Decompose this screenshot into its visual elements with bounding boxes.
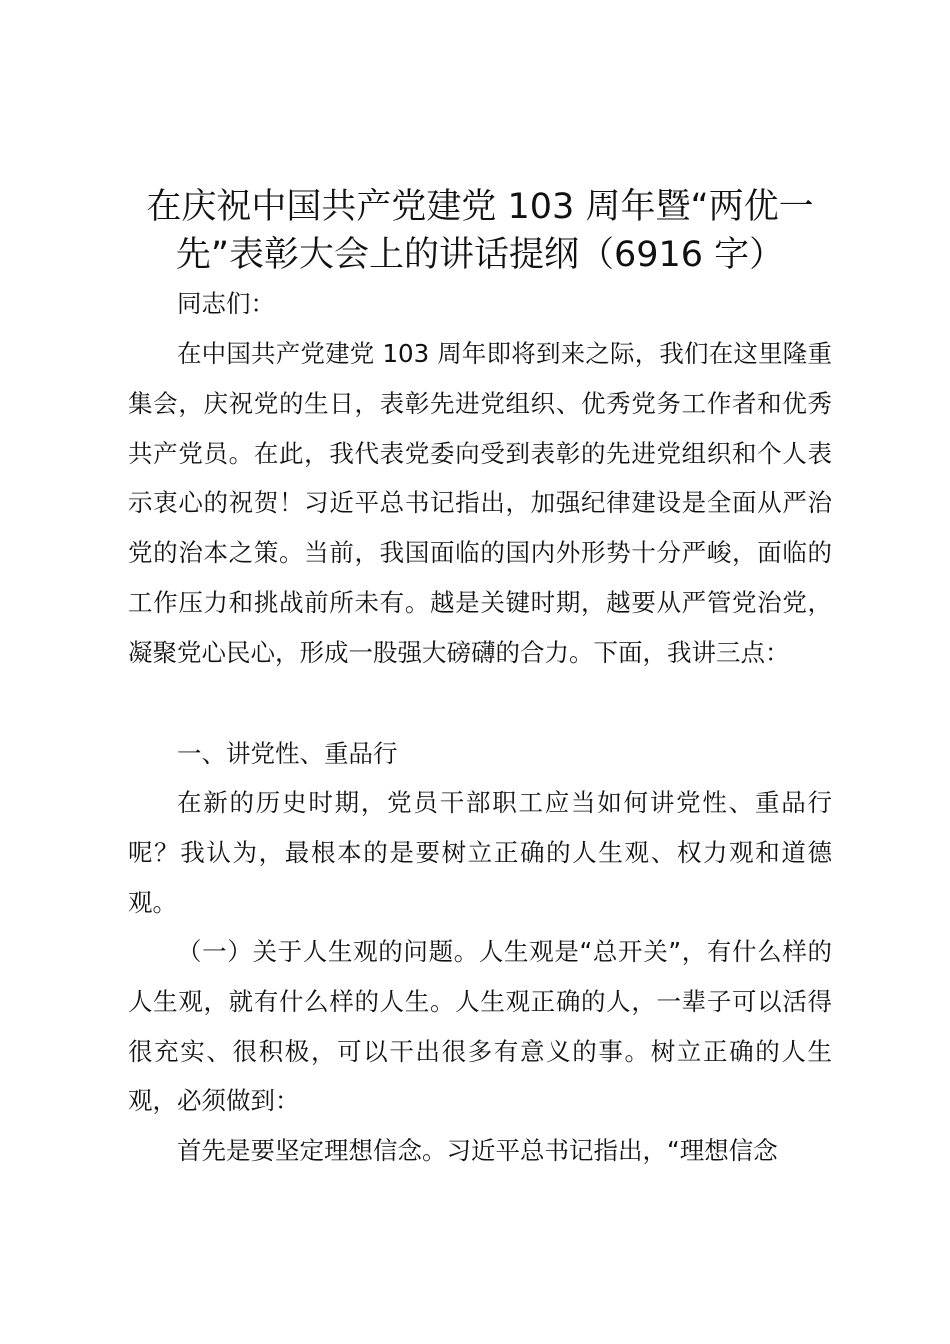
title-line-2: 先”表彰大会上的讲话提纲（6916 字） <box>175 235 785 275</box>
paragraph-opening: 在中国共产党建党 103 周年即将到来之际，我们在这里隆重集会，庆祝党的生日，表彰先进党组织、优秀党务工作者和优秀共产党员。在此，我代表党委向受到表彰的先进党组织和个人表示衷心的祝贺！习近平总书记指出，加强纪律建设是全面从严治党的治本之策。当前，我国面临的国内外形势十分严峻，面临的工作压力和挑战前所未有。越是关键时期，越要从严管党治党，凝聚党心民心，形成一股强大磅礴的合力。下面，我讲三点： <box>128 339 832 667</box>
paragraph-party-spirit: 在新的历史时期，党员干部职工应当如何讲党性、重品行呢？我认为，最根本的是要树立正确的人生观、权力观和道德观。 <box>128 788 832 917</box>
paragraph-outlook-on-life: （一）关于人生观的问题。人生观是“总开关”，有什么样的人生观，就有什么样的人生。人生观正确的人，一辈子可以活得很充实、很积极，可以干出很多有意义的事。树立正确的人生观，必须做到： <box>128 937 832 1116</box>
title-line-1: 在庆祝中国共产党建党 103 周年暨“两优一 <box>146 187 814 227</box>
paragraph-ideals: 首先是要坚定理想信念。习近平总书记指出，“理想信念 <box>177 1136 778 1165</box>
greeting: 同志们： <box>177 289 275 318</box>
document-title <box>128 183 832 279</box>
section-heading-1: 一、讲党性、重品行 <box>177 739 398 768</box>
